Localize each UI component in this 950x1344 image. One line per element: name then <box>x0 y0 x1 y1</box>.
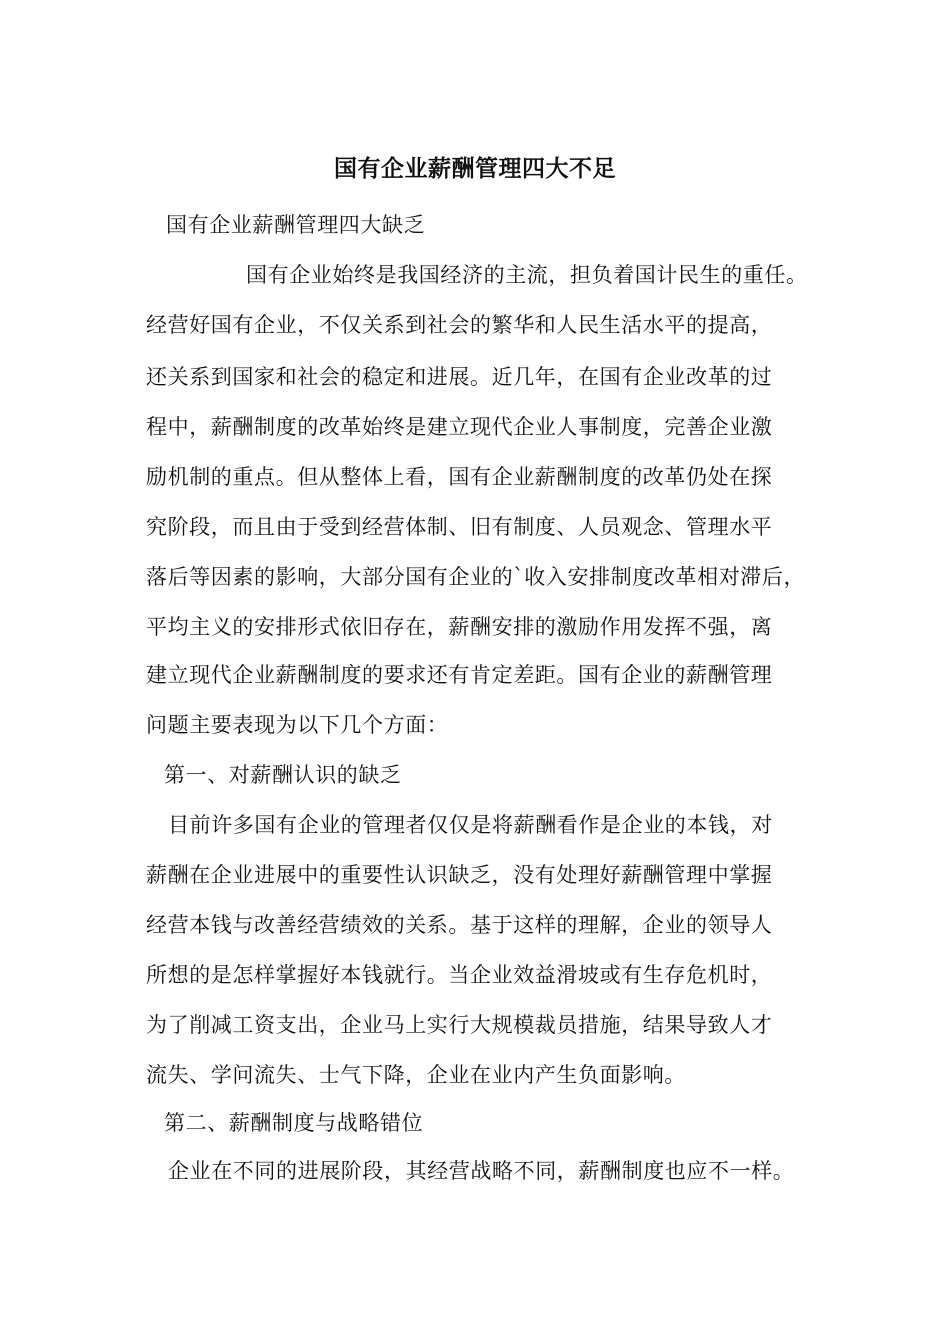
paragraph-line: 国有企业始终是我国经济的主流，担负着国计民生的重任。 <box>246 263 808 287</box>
paragraph-line: 企业在不同的进展阶段，其经营战略不同，薪酬制度也应不一样。 <box>168 1159 795 1183</box>
paragraph-line: 励机制的重点。但从整体上看，国有企业薪酬制度的改革仍处在探 <box>146 465 773 489</box>
paragraph-line: 程中，薪酬制度的改革始终是建立现代企业人事制度，完善企业激 <box>146 415 773 439</box>
document-title: 国有企业薪酬管理四大不足 <box>334 155 616 182</box>
paragraph-line: 经营好国有企业，不仅关系到社会的繁华和人民生活水平的提高， <box>146 313 773 337</box>
paragraph-line: 还关系到国家和社会的稳定和进展。近几年，在国有企业改革的过 <box>146 365 773 389</box>
paragraph-line: 薪酬在企业进展中的重要性认识缺乏，没有处理好薪酬管理中掌握 <box>146 863 773 887</box>
paragraph-line: 落后等因素的影响，大部分国有企业的`收入安排制度改革相对滞后， <box>146 565 806 589</box>
paragraph-line: 问题主要表现为以下几个方面： <box>146 713 449 737</box>
section-heading: 第二、薪酬制度与战略错位 <box>164 1111 424 1135</box>
paragraph-line: 建立现代企业薪酬制度的要求还有肯定差距。国有企业的薪酬管理 <box>146 663 773 687</box>
paragraph-line: 平均主义的安排形式依旧存在，薪酬安排的激励作用发挥不强，离 <box>146 615 773 639</box>
subtitle-line: 国有企业薪酬管理四大缺乏 <box>166 213 426 237</box>
paragraph-line: 所想的是怎样掌握好本钱就行。当企业效益滑坡或有生存危机时， <box>146 963 773 987</box>
paragraph-line: 究阶段，而且由于受到经营体制、旧有制度、人员观念、管理水平 <box>146 515 773 539</box>
paragraph-line: 为了削减工资支出，企业马上实行大规模裁员措施，结果导致人才 <box>146 1013 773 1037</box>
paragraph-line: 流失、学问流失、士气下降，企业在业内产生负面影响。 <box>146 1063 686 1087</box>
paragraph-line: 目前许多国有企业的管理者仅仅是将薪酬看作是企业的本钱，对 <box>168 813 773 837</box>
paragraph-line: 经营本钱与改善经营绩效的关系。基于这样的理解，企业的领导人 <box>146 913 773 937</box>
section-heading: 第一、对薪酬认识的缺乏 <box>164 763 402 787</box>
